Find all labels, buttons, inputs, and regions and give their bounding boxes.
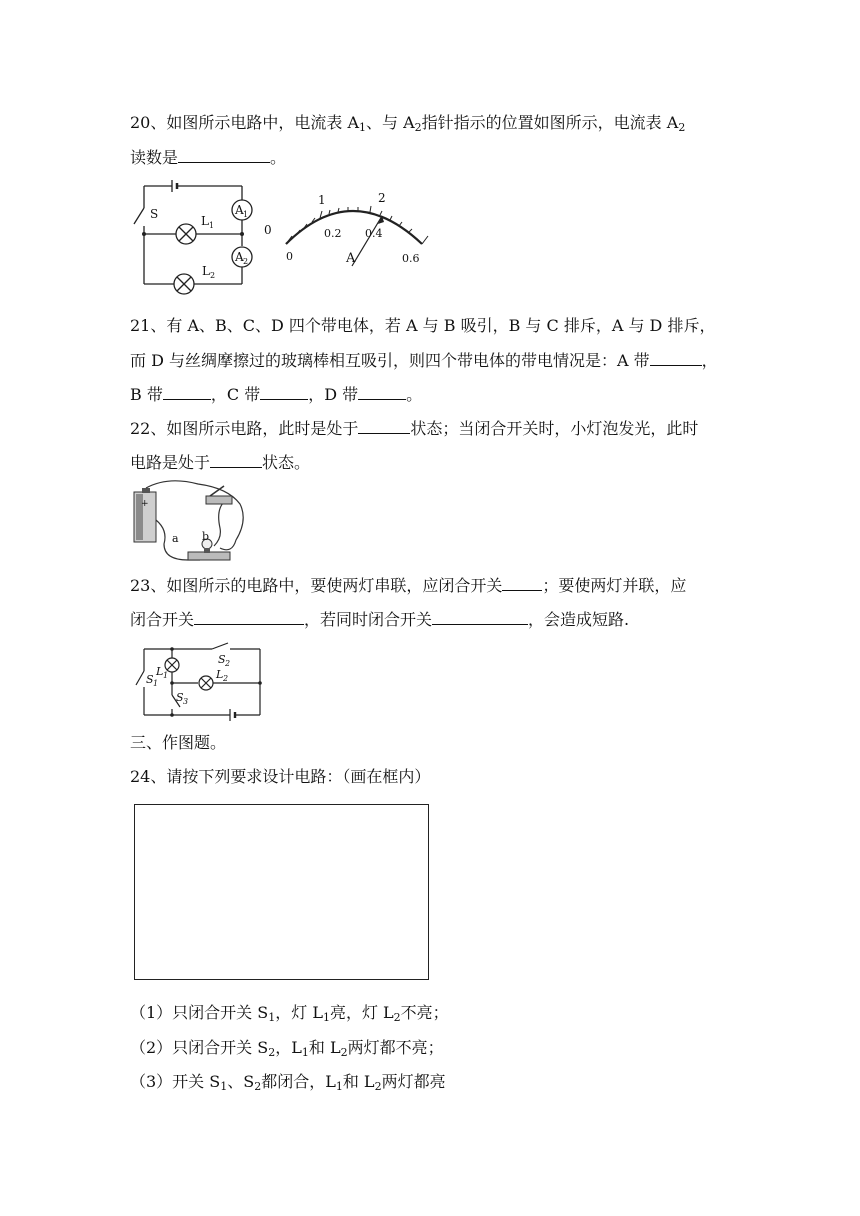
q21-line3: B 带 ，C 带 ，D 带 。 — [130, 385, 423, 404]
terminal-a-label: a — [172, 532, 179, 545]
svg-text:2: 2 — [223, 674, 229, 683]
s1-label: S — [146, 673, 154, 686]
svg-text:2: 2 — [243, 257, 249, 266]
meter2-label: A — [235, 250, 244, 264]
q23-line2: 闭合开关 ，若同时闭合开关 ，会造成短路. — [130, 610, 630, 629]
q24-requirement-2: （2）只闭合开关 $S_2$，$L_1$和 $L_2$两灯都不亮； — [130, 1038, 444, 1059]
q20-circuit-diagram — [126, 178, 266, 300]
l2-label: L — [216, 668, 224, 681]
answer-blank[interactable] — [358, 418, 410, 434]
q24-requirement-3: （3）开关 $S_1$、$S_2$都闭合，$L_1$和 $L_2$两灯都亮 — [130, 1072, 446, 1093]
q21-line1: 21、有 A、B、C、D 四个带电体，若 A 与 B 吸引，B 与 C 排斥，A 与 D 排斥， — [130, 316, 716, 335]
svg-text:0: 0 — [286, 250, 293, 263]
terminal-b-label: b — [202, 530, 210, 543]
svg-text:0.4: 0.4 — [365, 227, 383, 240]
l1-label: L — [156, 665, 164, 678]
q24-title: 24、请按下列要求设计电路：（画在框内） — [130, 767, 431, 786]
answer-blank[interactable] — [194, 609, 304, 625]
lamp2-label: L — [202, 264, 210, 278]
svg-text:0: 0 — [264, 223, 272, 237]
answer-blank[interactable] — [502, 575, 542, 591]
svg-text:2: 2 — [378, 191, 386, 205]
q23-circuit-diagram — [132, 645, 264, 721]
q22-line2: 电路是处于 状态。 — [130, 453, 311, 472]
answer-blank[interactable] — [210, 452, 262, 468]
answer-blank[interactable] — [650, 350, 702, 366]
meter1-label: A — [235, 203, 244, 217]
svg-text:3: 3 — [183, 697, 189, 706]
answer-blank[interactable] — [358, 384, 406, 400]
answer-blank[interactable] — [432, 609, 528, 625]
q22-line1: 22、如图所示电路，此时是处于 状态；当闭合开关时，小灯泡发光，此时 — [130, 419, 699, 438]
s3-label: S — [176, 691, 184, 704]
drawing-answer-box[interactable] — [134, 804, 429, 980]
ammeter-unit-label: A — [346, 251, 356, 266]
q21-line2: 而 D 与丝绸摩擦过的玻璃棒相互吸引，则四个带电体的带电情况是：A 带 ， — [130, 351, 718, 370]
answer-blank[interactable] — [163, 384, 211, 400]
svg-text:1: 1 — [209, 221, 215, 230]
q23-line1: 23、如图所示的电路中，要使两灯串联，应闭合开关 ；要使两灯并联，应 — [130, 576, 687, 595]
svg-text:1: 1 — [163, 671, 169, 680]
q20-line2: 读数是 。 — [130, 148, 287, 167]
answer-blank[interactable] — [178, 147, 270, 163]
lamp1-label: L — [201, 214, 209, 228]
svg-text:1: 1 — [318, 193, 326, 207]
q20-line1: 20、如图所示电路中，电流表 $A_1$、与 $A_2$指针指示的位置如图所示，电流表 $A_2$ — [130, 113, 686, 134]
svg-text:0.6: 0.6 — [402, 252, 420, 265]
ammeter-dial — [262, 186, 432, 272]
q22-physical-circuit — [128, 480, 248, 568]
svg-text:0.2: 0.2 — [324, 227, 342, 240]
svg-text:+: + — [141, 499, 149, 509]
svg-text:1: 1 — [153, 679, 159, 688]
svg-text:2: 2 — [210, 271, 216, 280]
switch-label: S — [150, 207, 159, 221]
svg-text:1: 1 — [243, 210, 249, 219]
section-heading: 三、作图题。 — [130, 733, 227, 752]
s2-label: S — [218, 653, 226, 666]
answer-blank[interactable] — [260, 384, 308, 400]
q24-requirement-1: （1）只闭合开关 $S_1$，灯 $L_1$亮，灯 $L_2$不亮； — [130, 1003, 449, 1024]
svg-text:2: 2 — [225, 659, 231, 668]
